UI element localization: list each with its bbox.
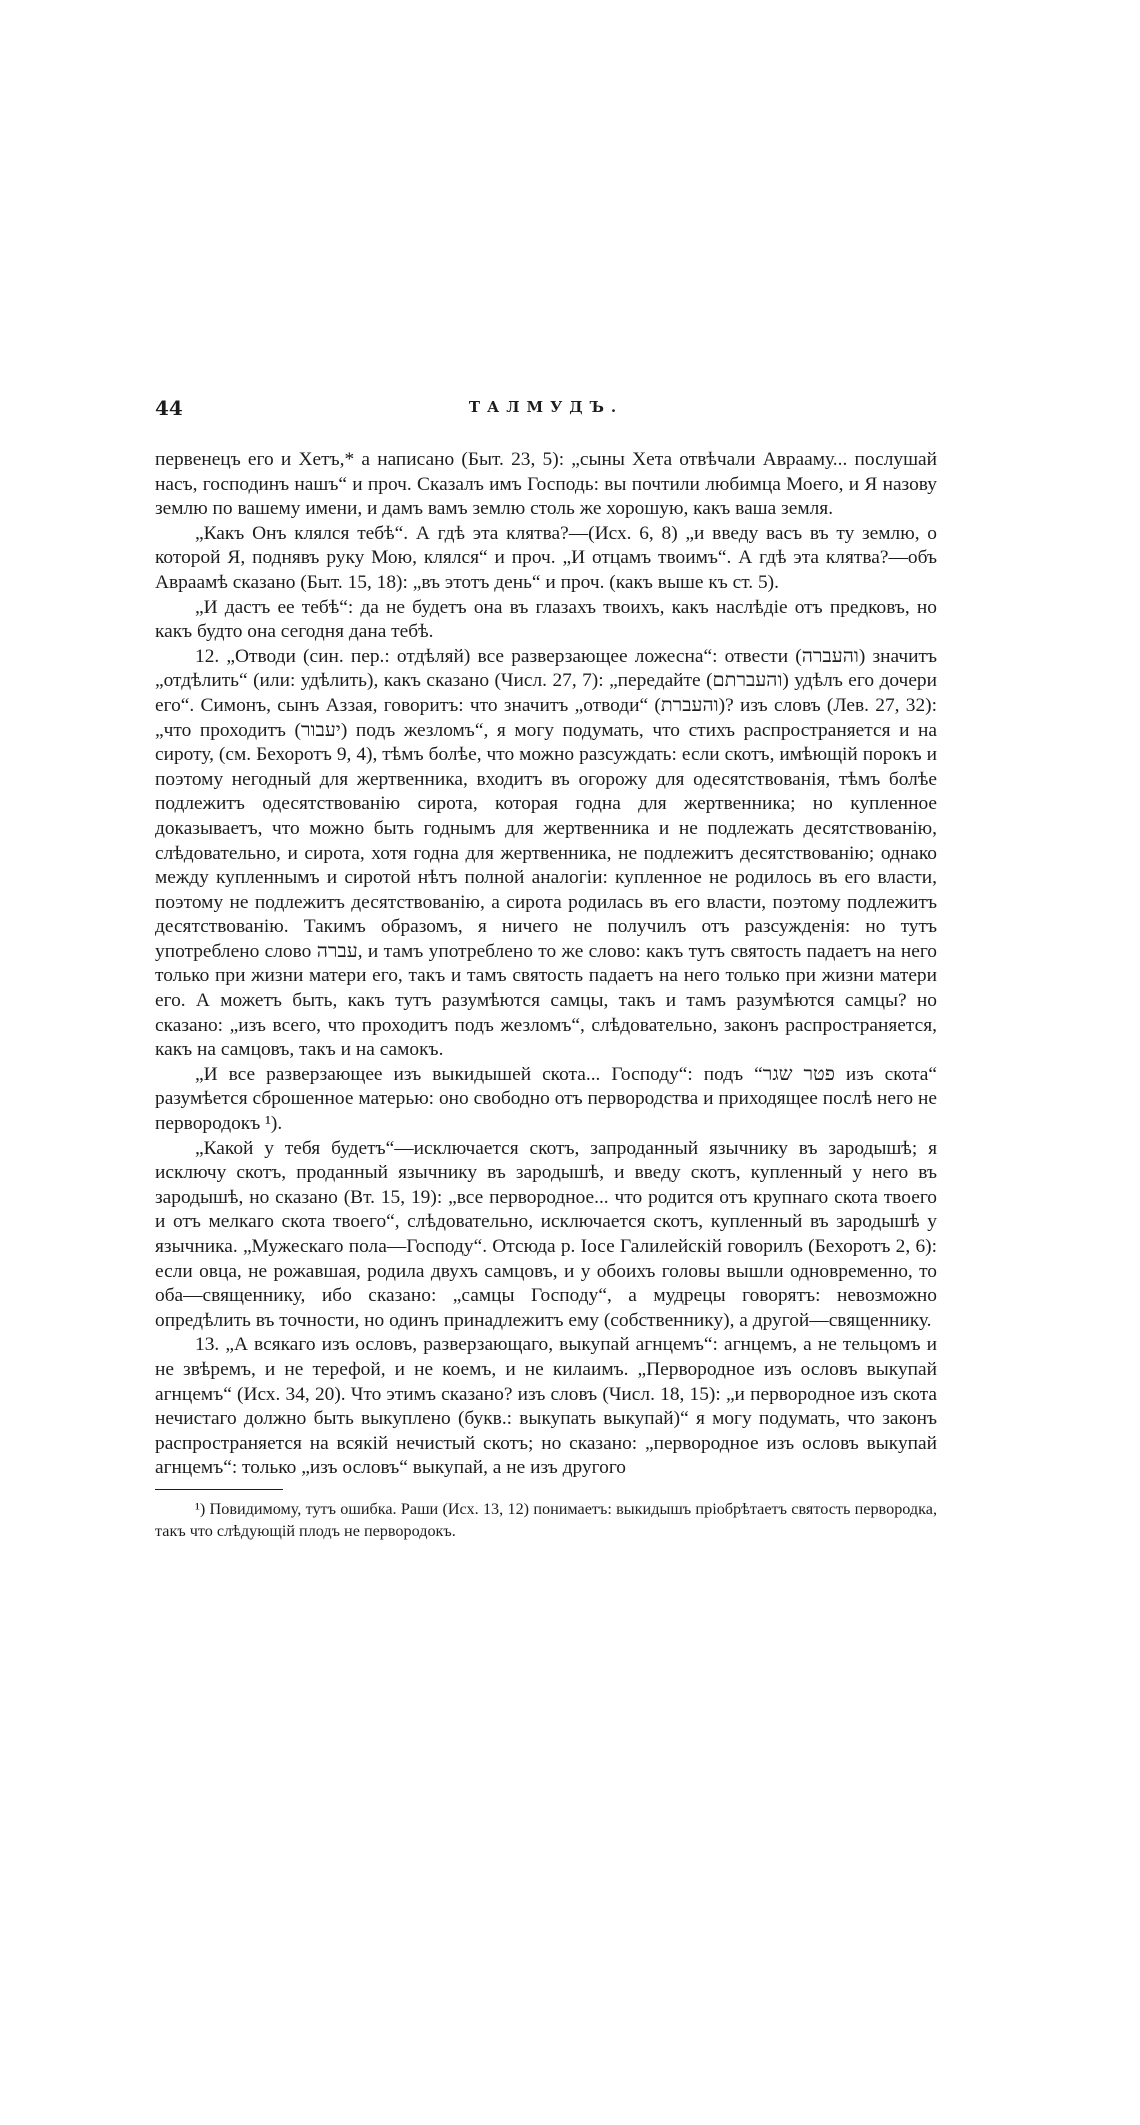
page-header bbox=[155, 396, 937, 426]
paragraph: „И дастъ ее тебѣ“: да не будетъ она въ глазахъ твоихъ, какъ наслѣдіе отъ предковъ, но какъ будто она сегодня дана тебѣ. bbox=[155, 596, 937, 643]
footnote: ¹) Повидимому, тутъ ошибка. Раши (Исх. 13, 12) понимаетъ: выкидышъ пріобрѣтаетъ святость первородка, такъ что слѣдующій плодъ не первородокъ. bbox=[155, 1499, 937, 1540]
page-number: 44 bbox=[155, 396, 183, 420]
book-page bbox=[155, 396, 937, 1542]
running-title: ТАЛМУДЪ. bbox=[468, 398, 624, 416]
paragraph: „Какъ Онъ клялся тебѣ“. А гдѣ эта клятва?—(Исх. 6, 8) „и введу васъ въ ту землю, о которой Я, поднявъ руку Мою, клялся“ и проч. „И отцамъ твоимъ“. А гдѣ эта клятва?—объ Авраамѣ сказано (Быт. 15, 18): „въ этотъ день“ и проч. (какъ выше къ ст. 5). bbox=[155, 522, 937, 593]
paragraph: первенецъ его и Хетъ,* а написано (Быт. 23, 5): „сыны Хета отвѣчали Аврааму... послушай насъ, господинъ нашъ“ и проч. Сказалъ имъ Господь: вы почтили любимца Моего, и Я назову землю по вашему имени, и дамъ вамъ землю столь же хорошую, какъ ваша земля. bbox=[155, 449, 937, 520]
paragraph: 12. „Отводи (син. пер.: отдѣляй) все разверзающее ложесна“: отвести (והעברה) значитъ „отдѣлить“ (или: удѣлить), какъ сказано (Числ. 27, 7): „передайте (והעברתם) удѣлъ его дочери его“. Симонъ, сынъ Аззая, говоритъ: что значитъ „отводи“ (והעברת)? изъ словъ (Лев. 27, 32): „что проходитъ (יעבור) подъ жезломъ“, я могу подумать, что стихъ распространяется и на сироту, (см. Бехоротъ 9, 4), тѣмъ болѣе, что можно разсуждать: если скотъ, имѣющій порокъ и поэтому негодный для жертвенника, входитъ въ огорожу для одесятствованія, тѣмъ болѣе подлежитъ одесятствованію сирота, которая годна для жертвенника; но купленное доказываетъ, что можно быть годнымъ для жертвенника и не подлежать десятствованію, слѣдовательно, и сирота, хотя годна для жертвенника, не подлежитъ десятствованію; однако между купленнымъ и сиротой нѣтъ полной аналогіи: купленное не родилось въ его власти, поэтому не подлежитъ десятствованію, а сирота родилась въ его власти, поэтому подлежитъ десятствованію. Такимъ образомъ, я ничего не получилъ отъ разсужденія: но тутъ употреблено слово עברה, и тамъ употреблено то же слово: какъ тутъ святость падаетъ на него только при жизни матери его, такъ и тамъ святость падаетъ на него только при жизни матери его. А можетъ быть, какъ тутъ разумѣются самцы, такъ и тамъ разумѣются самцы? но сказано: „изъ всего, что проходитъ подъ жезломъ“, слѣдовательно, законъ распространяется, какъ на самцовъ, такъ и на самокъ. bbox=[155, 645, 937, 1061]
paragraph: „Какой у тебя будетъ“—исключается скотъ, запроданный язычнику въ зародышѣ; я исключу скотъ, проданный язычнику въ зародышѣ, и введу скотъ, купленный у него въ зародышѣ, но сказано (Вт. 15, 19): „все первородное... что родится отъ крупнаго скота твоего и отъ мелкаго скота твоего“, слѣдовательно, исключается скотъ, купленный въ зародышѣ у язычника. „Мужескаго пола—Господу“. Отсюда р. Іосе Галилейскій говорилъ (Бехоротъ 2, 6): если овца, не рожавшая, родила двухъ самцовъ, и у обоихъ головы вышли одновременно, то оба—священнику, ибо сказано: „самцы Господу“, а мудрецы говорятъ: невозможно опредѣлить въ точности, но одинъ принадлежитъ ему (собственнику), а другой—священнику. bbox=[155, 1137, 937, 1331]
paragraph: 13. „А всякаго изъ ословъ, разверзающаго, выкупай агнцемъ“: агнцемъ, а не тельцомъ и не звѣремъ, и не терефой, и не коемъ, и не килаимъ. „Первородное изъ ословъ выкупай агнцемъ“ (Исх. 34, 20). Что этимъ сказано? изъ словъ (Числ. 18, 15): „и первородное изъ скота нечистаго должно быть выкуплено (букв.: выкупать выкупай)“ я могу подумать, что законъ распространяется на всякій нечистый скотъ; но сказано: „первородное изъ ословъ выкупай агнцемъ“: только „изъ ословъ“ выкупай, а не изъ другого bbox=[155, 1334, 937, 1479]
paragraph: „И все разверзающее изъ выкидышей скота... Господу“: подъ “פטר שגר изъ скота“ разумѣется сброшенное матерью: оно свободно отъ первородства и приходящее послѣ него не первородокъ ¹). bbox=[155, 1063, 937, 1135]
main-text bbox=[155, 448, 937, 1481]
footnote-divider bbox=[155, 1489, 283, 1490]
